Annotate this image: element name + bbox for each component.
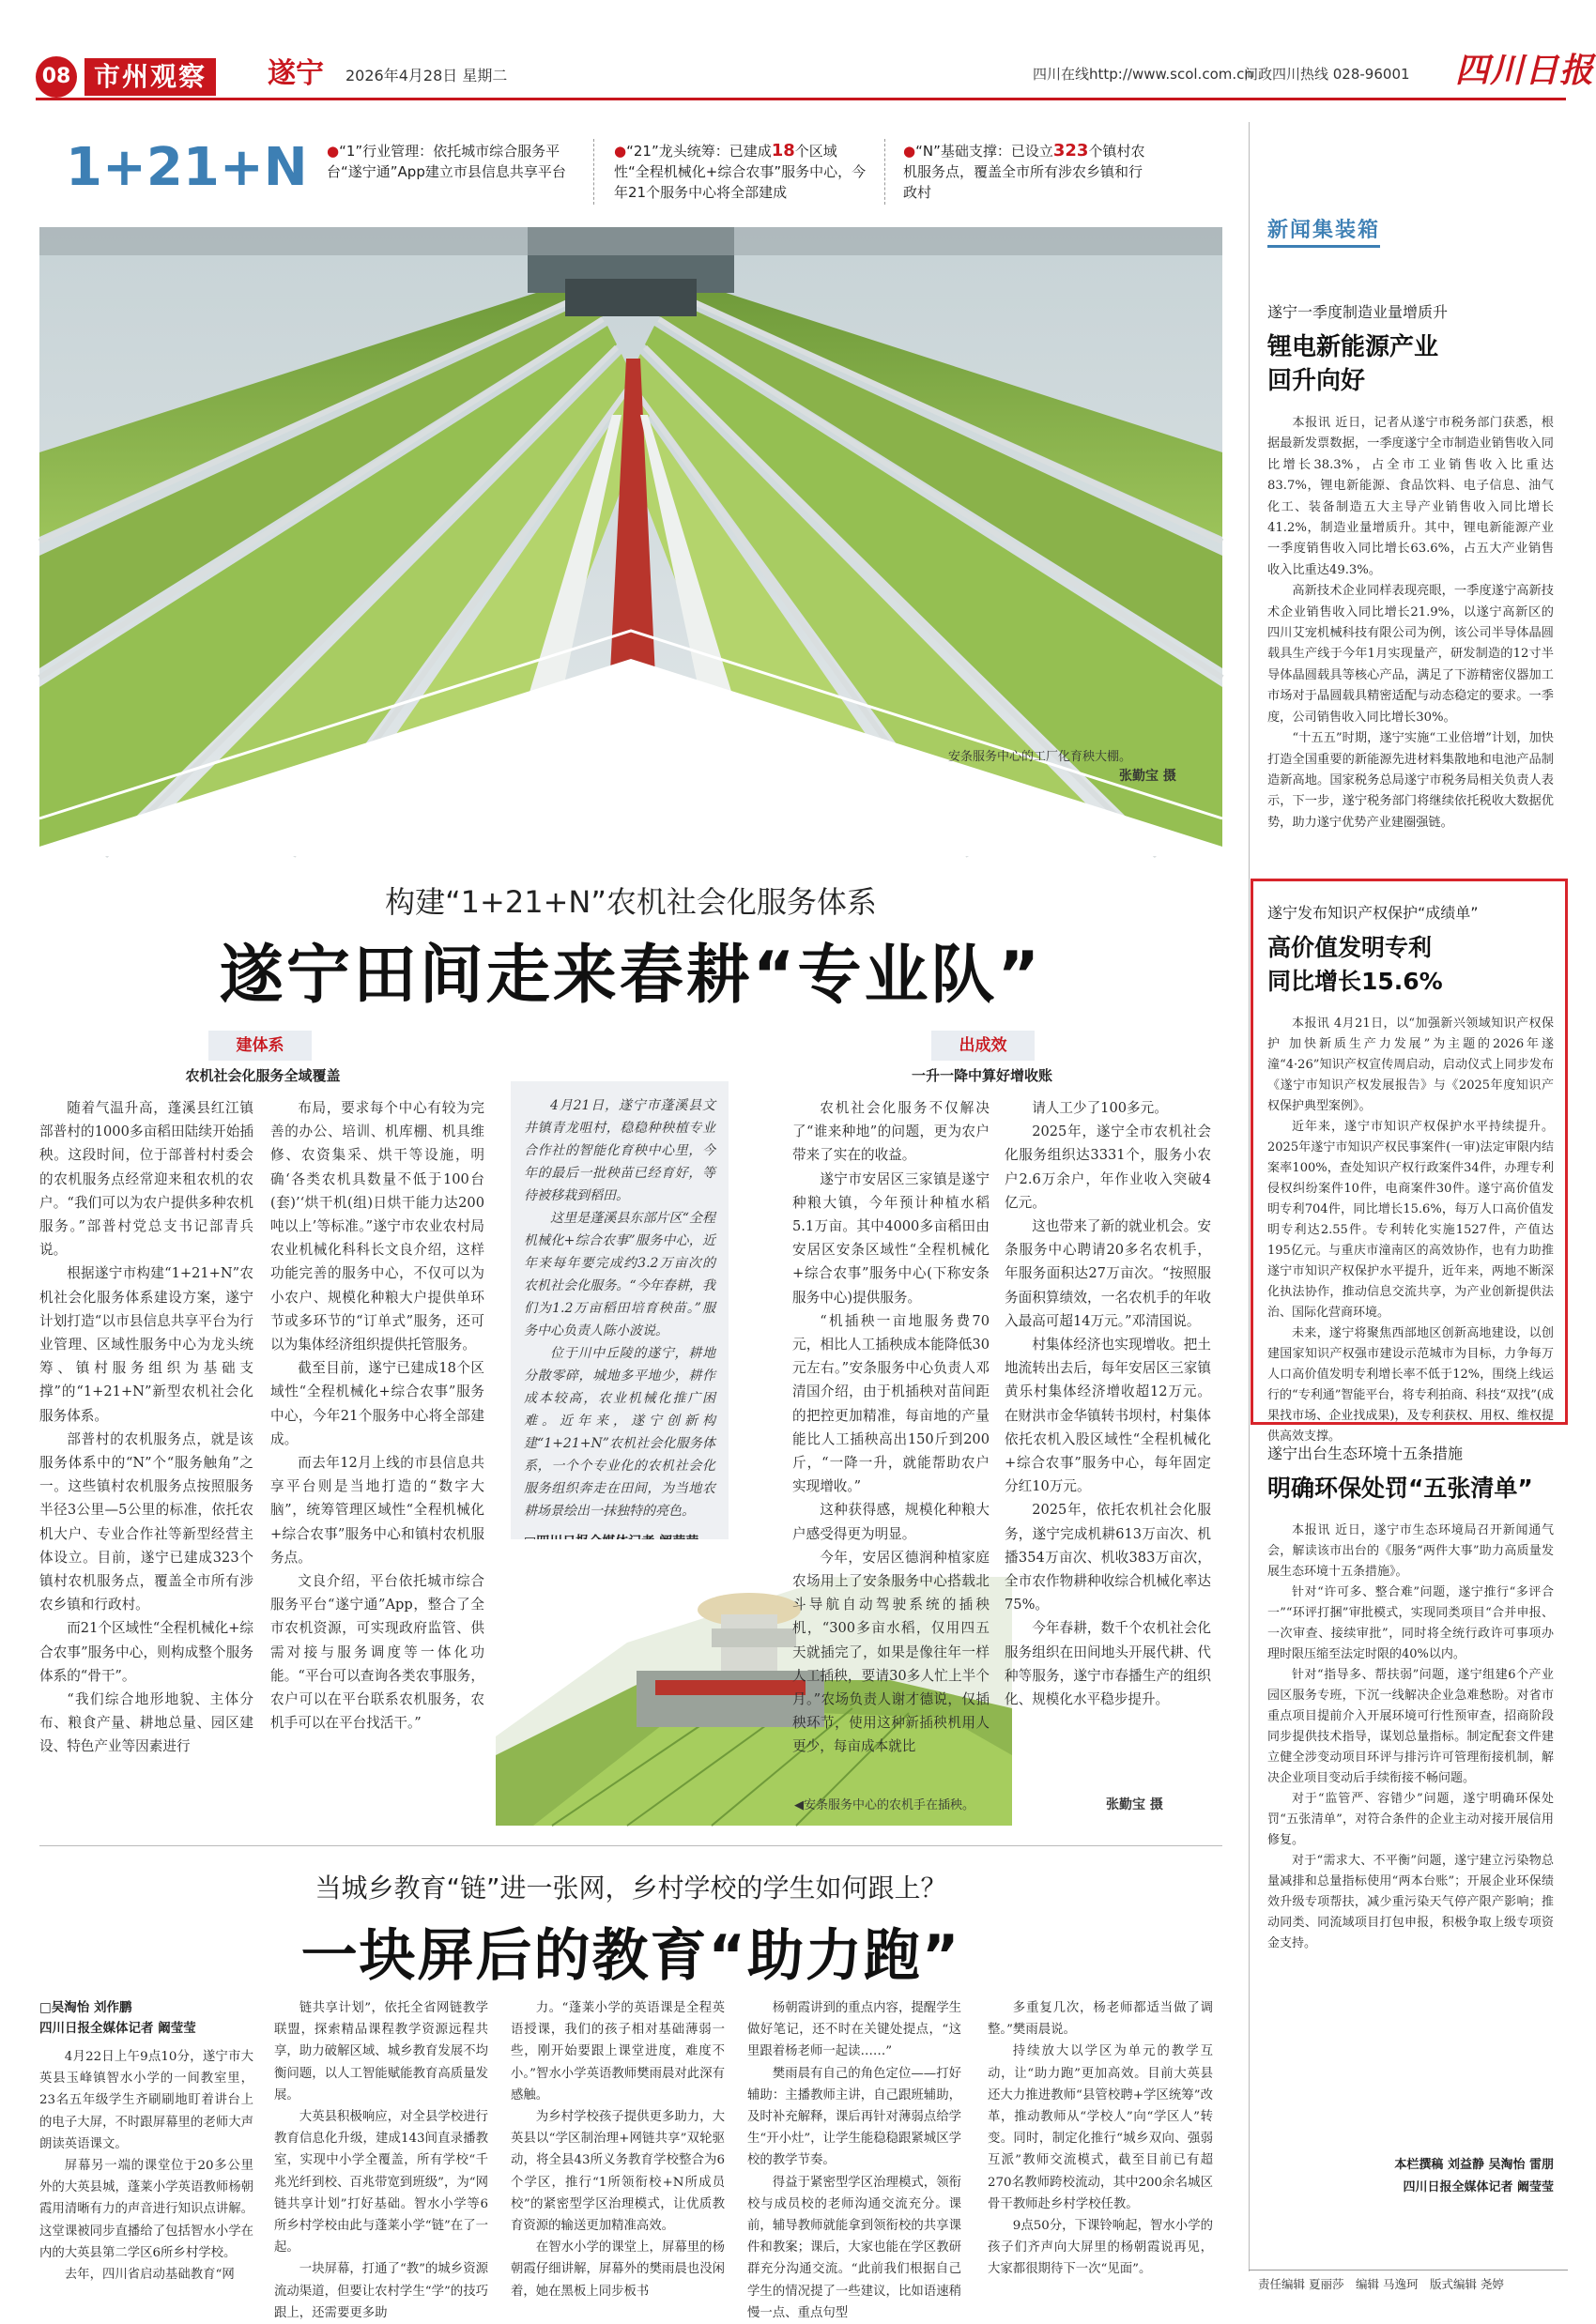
news-kicker: 遂宁一季度制造业量增质升 bbox=[1267, 303, 1449, 321]
news-body: 本报讯 近日，记者从遂宁市税务部门获悉，根据最新发票数据，一季度遂宁全市制造业销售收入同比增长38.3%，占全市工业销售收入比重达83.7%，锂电新能源、食品饮料、电子信息、油气化工、装备制造五大主导产业销售收入同比增长41.2%，制造业量增质升。其中，锂电新能源产业一季度销售收入同比增长63.6%，占五大产业销售收入比重达49.3%。 高新技术企业同样表现亮眼，一季度遂宁高新技术企业销售收入同比增长21.9%，以遂宁高新区的四川艾宠机械科技有限公司为例，该公司半导体晶圆载具生产线于今年1月实现量产，研发制造的12寸半导体晶圆载具等核心产品，满足了下游精密仪器加工市场对于晶圆载具精密适配与动态稳定的要求。一季度，公司销售收入同比增长30%。 “十五五”时期，遂宁实施“工业倍增”计划，加快打造全国重要的新能源先进材料集散地和电池产品制造新高地。国家税务总局遂宁市税务局相关负责人表示，下一步，遂宁税务部门将继续依托税收大数据优势，助力遂宁优势产业建圈强链。 bbox=[1267, 416, 1554, 830]
divider bbox=[884, 139, 885, 205]
hotline-text: 问政四川热线 028-96001 bbox=[1244, 66, 1410, 83]
news-kicker: 遂宁发布知识产权保护“成绩单” bbox=[1267, 904, 1479, 922]
paper-logo: 四川日报 bbox=[1455, 51, 1595, 90]
news-kicker: 遂宁出台生态环境十五条措施 bbox=[1267, 1445, 1464, 1462]
news-title: 高价值发明专利 同比增长15.6% bbox=[1267, 934, 1443, 995]
section-subtitle-build: 农机社会化服务全域覆盖 bbox=[185, 1067, 341, 1084]
website-text: 四川在线http://www.scol.com.cn bbox=[1033, 66, 1253, 83]
farmer-photo-credit: 张勤宝 摄 bbox=[1106, 1797, 1163, 1812]
article-column-3: 农机社会化服务不仅解决了“谁来种地”的问题，更为农户带来了实在的收益。 遂宁市安居区三家镇是遂宁种粮大镇，今年预计种植水稻5.1万亩。其中4000多亩稻田由安居区安条区域性“全程机械化+综合农事”服务中心(下称安条服务中心)提供服务。 “机插秧一亩地服务费70元，相比人工插秧成本能降低30元左右。”安条服务中心负责人邓清国介绍，由于机插秧对苗间距的把控更加精准，每亩地的产量能比人工插秧高出150斤到200斤，“一降一升，就能帮助农户实现增收。” 这种获得感，规模化种粮大户感受得更为明显。 今年，安居区德润种植家庭农场用上了安条服务中心搭载北斗导航自动驾驶系统的插秧机，“300多亩水稻，仅用四五天就插完了，如果是像往年一样人工插秧，要请30多人忙上半个月。”农场负责人谢才德说，仅插秧环节，使用这种新插秧机用人更少，每亩成本就比 bbox=[792, 1100, 990, 1755]
farmer-photo-caption: ◀安条服务中心的农机手在插秧。 bbox=[794, 1798, 974, 1812]
section-name: 市州观察 bbox=[84, 58, 216, 96]
banner-item-2: ●“21”龙头统筹：已建成18个区域性“全程机械化+综合农事”服务中心，今年21个服务中心将全部建成 bbox=[614, 141, 867, 201]
masthead bbox=[0, 0, 1596, 94]
news-body: 本报讯 4月21日，以“加强新兴领域知识产权保护 加快新质生产力发展”为主题的2026年遂潼“4·26”知识产权宣传周启动，启动仪式上同步发布《遂宁市知识产权发展报告》与《2025年度知识产权保护典型案例》。 近年来，遂宁市知识产权保护水平持续提升。2025年遂宁市知识产权民事案件(一审)法定审限内结案率100%，查处知识产权行政案件34件，办理专利侵权纠纷案件10件，电商案件30件。遂宁高价值发明专利704件，同比增长15.6%，每万人口高价值发明专利达2.55件。专利转化实施1527件，产值达195亿元。与重庆市潼南区的高效协作，也有力助推遂宁市知识产权保护水平提升，近年来，两地不断深化执法协作，推动信息交流共享，为产业创新提供法治、国际化营商环境。 未来，遂宁将聚焦西部地区创新高地建设，以创建国家知识产权强市建设示范城市为目标，力争每万人口高价值发明专利增长率不低于12%，围绕上线运行的“专利通”智能平台，将专利拍商、科技“双找”(成果找市场、企业找成果)，及专利获权、用权、维权提供高效支撑。 bbox=[1267, 1017, 1554, 1444]
news-title: 明确环保处罚“五张清单” bbox=[1267, 1475, 1533, 1502]
banner-item-1: ●“1”行业管理：依托城市综合服务平台“遂宁通”App建立市县信息共享平台 bbox=[327, 143, 566, 180]
bullet-dot-icon: ● bbox=[327, 143, 340, 160]
article-column-4: 请人工少了100多元。 2025年，遂宁全市农机社会化服务组织达3331个，服务小农户2.6万余户，年作业收入突破4亿元。 这也带来了新的就业机会。安条服务中心聘请20多名农机手，年服务面积达27万亩次。“按照服务面积算绩效，一名农机手的年收入最高可超14万元。”邓清国说。 村集体经济也实现增收。把土地流转出去后，每年安居区三家镇黄乐村集体经济增收超12万元。在财洪市金华镇转书坝村，村集体依托农机入股区域性“全程机械化+综合农事”服务中心，每年固定分红10万元。 2025年，依托农机社会化服务，遂宁完成机耕613万亩次、机播354万亩次、机收383万亩次，全市农作物耕种收综合机械化率达75%。 今年春耕，数千个农机社会化服务组织在田间地头开展代耕、代种等服务，遂宁市春播生产的组织化、规模化水平稳步提升。 bbox=[1005, 1100, 1211, 1708]
news-body: 本报讯 近日，遂宁市生态环境局召开新闻通气会，解读该市出台的《服务“两件大事”助力高质量发展生态环境十五条措施》。 针对“许可多、整合难”问题，遂宁推行“多评合一”“环评打捆”审批模式，实现同类项目“合并申报、一次审查、接续审批”，同时将全统行政许可事项办理时限压缩至法定时限的40%以内。 针对“指导多、帮扶弱”问题，遂宁组建6个产业园区服务专班，下沉一线解决企业急难愁盼。对省市重点项目提前介入开展环境可行性预审查，招商阶段同步提供技术指导，谋划总量指标。制定配套文件建立健全涉变动项目环评与排污许可管理衔接机制，解决企业项目变动后手续衔接不畅问题。 对于“监管严、容错少”问题，遂宁明确环保处罚“五张清单”，对符合条件的企业主动对接开展信用修复。 对于“需求大、不平衡”问题，遂宁建立污染物总量减排和总量指标使用“两本台账”；开展企业环保绩效升级专项帮扶，减少重污染天气停产限产影响；推动同类、同流域项目打包申报，积极争取上级专项资金支持。 bbox=[1267, 1523, 1554, 1950]
bullet-dot-icon: ● bbox=[614, 143, 627, 160]
bottom-column-1: 4月22日上午9点10分，遂宁市大英县玉峰镇智水小学的一间教室里，23名五年级学生齐刷刷地盯着讲台上的电子大屏，不时跟屏幕里的老师大声朗读英语课文。 屏幕另一端的课堂位于20多公里外的大英县城，蓬莱小学英语教师杨朝霞用清晰有力的声音进行知识点讲解。这堂课被同步直播给了包括智水小学在内的大英县第二学区6所乡村学校。 去年，四川省启动基础教育“网 bbox=[39, 2050, 253, 2283]
bottom-kicker: 当城乡教育“链”进一张网，乡村学校的学生如何跟上？ bbox=[315, 1873, 947, 1904]
article-column-1: 随着气温升高，蓬溪县红江镇部普村的1000多亩稻田陆续开始插秧。这段时间，位于部普村村委会的农机服务点经常迎来租农机的农户。“我们可以为农户提供多种农机服务。”部普村党总支书记部青兵说。 根据遂宁市构建“1+21+N”农机社会化服务体系建设方案，遂宁计划打造“以市县信息共享平台为行业管理、区域性服务中心为龙头统筹、镇村服务组织为基础支撑”的“1+21+N”新型农机社会化服务体系。 部普村的农机服务点，就是该服务体系中的“N”个“服务触角”之一。这些镇村农机服务点按照服务半径3公里—5公里的标准，依托农机大户、专业合作社等新型经营主体设立。目前，遂宁已建成323个镇村农机服务点，覆盖全市所有涉农乡镇和行政村。 而21个区域性“全程机械化+综合农事”服务中心，则构成整个服务体系的“骨干”。 “我们综合地形地貌、主体分布、粮食产量、耕地总量、园区建设、特色产业等因素进行 bbox=[39, 1100, 253, 1755]
sidebar-title: 新闻集装箱 bbox=[1267, 214, 1380, 248]
city-name: 遂宁 bbox=[268, 57, 324, 90]
headline-title: 遂宁田间走来春耕“专业队” bbox=[219, 939, 1043, 1013]
lead-box: 4月21日，遂宁市蓬溪县文井镇青龙咀村，稳稳种秧植专业合作社的智能化育秧中心里，今年的最后一批秧苗已经育好，等待被移栽到稻田。 这里是蓬溪县东部片区“全程机械化+综合农事”服务中心，近年来每年要完成约3.2万亩次的农机社会化服务。“今年春耕，我们为1.2万亩稻田培育秧苗。”服务中心负责人陈小波说。 位于川中丘陵的遂宁，耕地分散零碎，城地多平地少，耕作成本较高，农业机械化推广困难。近年来，遂宁创新构建“1+21+N”农机社会化服务体系，一个个专业化的农机社会化服务组织奔走在田间，为当地农耕场景绘出一抹独特的亮色。 bbox=[511, 1081, 729, 1541]
banner-item-3: ●“N”基础支撑：已设立323个镇村农机服务点，覆盖全市所有涉农乡镇和行政村 bbox=[903, 141, 1145, 201]
article-column-2: 布局，要求每个中心有较为完善的办公、培训、机库棚、机具维修、农资集采、烘干等设施，明确‘各类农机具数量不低于100台(套)’‘烘干机(组)日烘干能力达200吨以上’等标准。”遂宁市农业农村局农业机械化科科长文良介绍，这样功能完善的服务中心，不仅可以为小农户、规模化种粮大户提供单环节或多环节的“订单式”服务，还可以为集体经济组织提供托管服务。 截至目前，遂宁已建成18个区域性“全程机械化+综合农事”服务中心，今年21个服务中心将全部建成。 而去年12月上线的市县信息共享平台则是当地打造的“数字大脑”，统筹管理区域性“全程机械化+综合农事”服务中心和镇村农机服务点。 文良介绍，平台依托城市综合服务平台“遂宁通”App，整合了全市农机资源，可实现政府监管、供需对接与服务调度等一体化功能。“平台可以查询各类农事服务，农户可以在平台联系农机服务，农机手可以在平台找活干。” bbox=[270, 1100, 484, 1732]
section-tag-results: 出成效 bbox=[931, 1031, 1035, 1061]
footer-editors: 责任编辑 夏丽莎 编辑 马逸珂 版式编辑 尧婷 bbox=[1258, 2277, 1504, 2291]
bottom-title: 一块屏后的教育“助力跑” bbox=[300, 1923, 961, 1989]
page-number-badge: 08 bbox=[36, 56, 77, 98]
section-tag-build: 建体系 bbox=[208, 1031, 312, 1061]
bottom-column-2: 链共享计划”，依托全省网链教学联盟，探索精品课程教学资源远程共享，助力破解区域、城乡教育发展不均衡问题，以人工智能赋能教育高质量发展。 大英县积极响应，对全县学校进行教育信息化升级，建成143间直录播教室，实现中小学全覆盖，所有学校“千兆光纤到校、百兆带宽到班级”，为“网链共享计划”打好基础。智水小学等6所乡村学校由此与蓬莱小学“链”在了一起。 一块屏幕，打通了“教”的城乡资源流动渠道，但要让农村学生“学”的技巧跟上，还需要更多助 bbox=[274, 2001, 488, 2320]
banner-title: 1+21+N bbox=[66, 137, 308, 198]
chevron-shape bbox=[39, 603, 1222, 856]
section-subtitle-results: 一升一降中算好增收账 bbox=[911, 1067, 1052, 1084]
system-banner bbox=[39, 122, 1222, 227]
bullet-dot-icon: ● bbox=[903, 143, 916, 160]
hero-credit: 张勤宝 摄 bbox=[1119, 769, 1176, 784]
bottom-column-5: 多重复几次，杨老师都适当做了调整。”樊雨晨说。 持续放大以学区为单元的教学互动，让“助力跑”更加高效。目前大英县还大力推进教师“县管校聘+学区统筹”改革，推动教师从“学校人”向“学区人”转变。同时，制定化推行“城乡双向、强弱互派”教师交流模式，截至目前已有超270名教师跨校流动，其中200余名城区骨干教师赴乡村学校任教。 9点50分，下课铃响起，智水小学的孩子们齐声向大屏里的杨朝霞说再见，大家都很期待下一次“见面”。 bbox=[988, 2001, 1213, 2277]
news-title: 锂电新能源产业 回升向好 bbox=[1267, 333, 1439, 395]
divider bbox=[593, 139, 594, 205]
sidebar-byline: 本栏撰稿 刘益静 吴淘怡 雷朋 四川日报全媒体记者 阚莹莹 bbox=[1394, 2158, 1554, 2194]
headline-kicker: 构建“1+21+N”农机社会化服务体系 bbox=[385, 884, 877, 920]
bottom-byline: □吴淘怡 刘作鹏 四川日报全媒体记者 阚莹莹 bbox=[39, 2000, 196, 2036]
bottom-column-3: 力。“蓬莱小学的英语课是全程英语授课，我们的孩子相对基础薄弱一些，刚开始要跟上课堂进度，难度不小。”智水小学英语教师樊雨晨对此深有感触。 为乡村学校孩子提供更多助力，大英县以“学区制治理+网链共享”双轮驱动，将全县43所义务教育学校整合为6个学区，推行“1所领衔校+N所成员校”的紧密型学区治理模式，让优质教育资源的输送更加精准高效。 在智水小学的课堂上，屏幕里的杨朝霞仔细讲解，屏幕外的樊雨晨也没闲着，她在黑板上同步板书 bbox=[511, 2001, 725, 2299]
sidebar bbox=[1249, 122, 1568, 2281]
bottom-divider bbox=[39, 1845, 1222, 1846]
masthead-rule bbox=[36, 98, 1566, 100]
issue-date: 2026年4月28日 星期二 bbox=[345, 67, 508, 84]
sidebar-left-rule bbox=[1249, 122, 1250, 2271]
hero-caption: 安条服务中心的工厂化育秧大棚。 bbox=[948, 750, 1132, 764]
bottom-column-4: 杨朝霞讲到的重点内容，提醒学生做好笔记，还不时在关键处提点，“这里跟着杨老师一起读……” 樊雨晨有自己的角色定位——打好辅助：主播教师主讲，自己跟班辅助，及时补充解释，课后再针对薄弱点给学生“开小灶”，让学生能稳稳跟紧城区学校的教学节奏。 得益于紧密型学区治理模式，领衔校与成员校的老师沟通交流充分。课前，辅导教师就能拿到领衔校的共享课件和教案；课后，大家也能在学区教研群充分沟通交流。“此前我们根据自己学生的情况提了一些建议，比如语速稍慢一点、重点句型 bbox=[747, 2001, 961, 2320]
